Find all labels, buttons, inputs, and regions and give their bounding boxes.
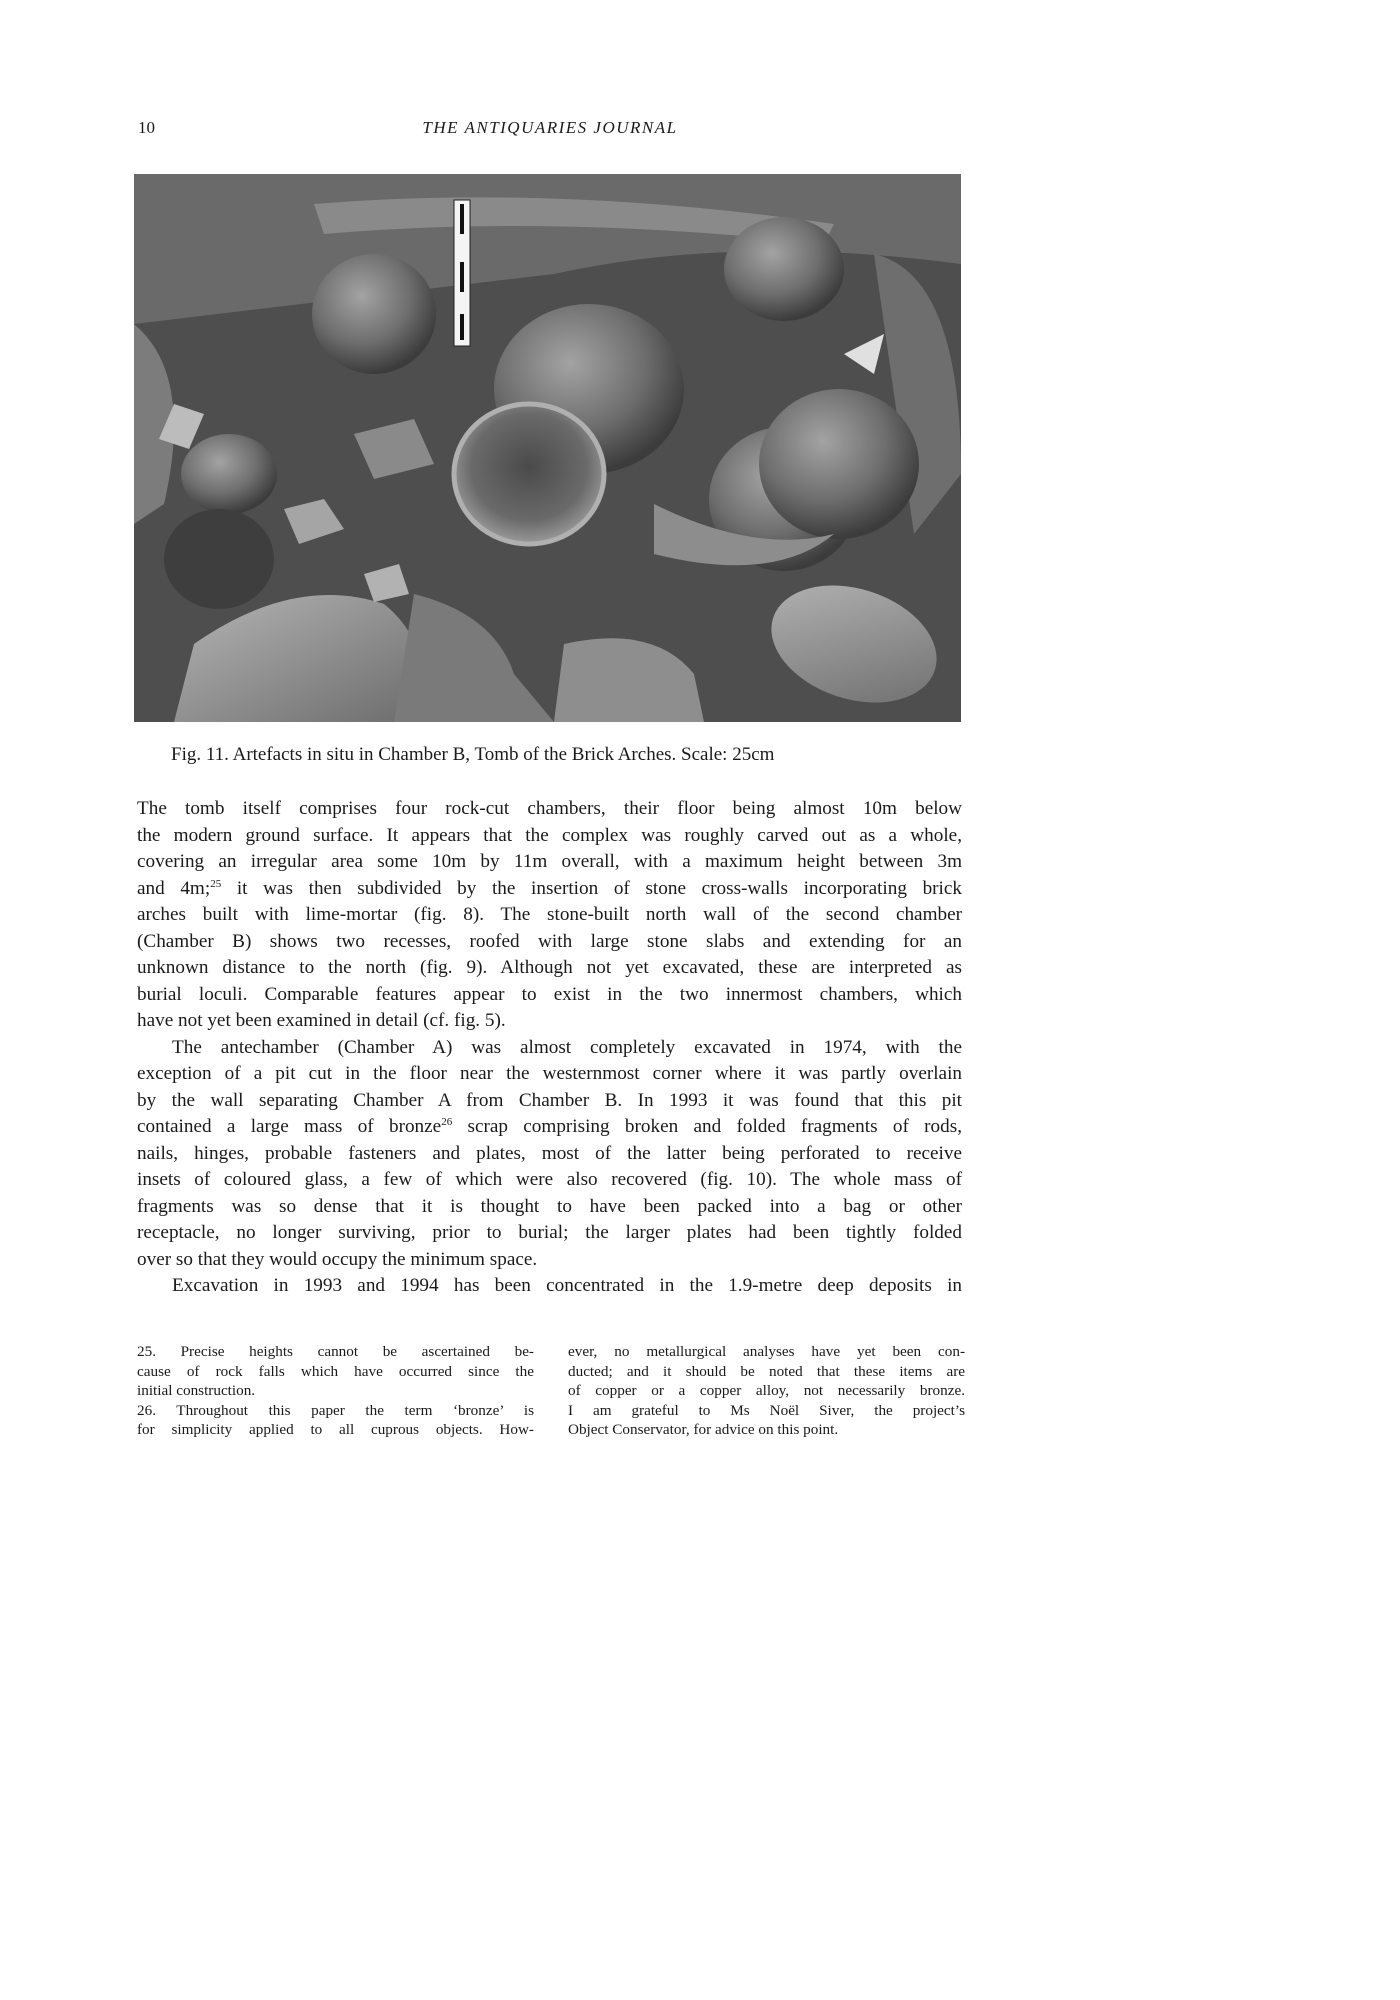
- body-line: by the wall separating Chamber A from Chamber B. In 1993 it was found that this pit: [137, 1089, 962, 1111]
- body-line: The antechamber (Chamber A) was almost completely excavated in 1974, with the: [172, 1036, 962, 1058]
- body-line: nails, hinges, probable fasteners and plates, most of the latter being perforated to receive: [137, 1142, 962, 1164]
- body-line-segment: it was then subdivided by the insertion of stone cross-walls incorporating brick: [236, 877, 962, 899]
- footnotes-left-column: [137, 1342, 534, 1440]
- body-line: burial loculi. Comparable features appear to exist in the two innermost chambers, which: [137, 983, 962, 1005]
- body-line-segment: and 4m;: [137, 877, 211, 899]
- body-line: over so that they would occupy the minimum space.: [137, 1248, 538, 1270]
- excavation-photograph: [134, 174, 961, 722]
- footnote-line: for simplicity applied to all cuprous objects. How-: [137, 1421, 534, 1438]
- body-line-segment: contained a large mass of bronze: [137, 1116, 442, 1137]
- footnote-line: initial construction.: [137, 1382, 256, 1399]
- note-reference: 25: [210, 877, 222, 890]
- running-head: [138, 118, 962, 146]
- body-text: [137, 796, 962, 1300]
- footnote-line: ducted; and it should be noted that these items are: [568, 1362, 965, 1380]
- body-line: arches built with lime-mortar (fig. 8). The stone-built north wall of the second chamber: [137, 904, 962, 925]
- body-line: fragments was so dense that it is thought to have been packed into a bag or other: [137, 1195, 962, 1217]
- body-line: have not yet been examined in detail (cf. fig. 5).: [137, 1010, 506, 1031]
- page-number: 10: [138, 118, 155, 137]
- footnote-line: I am grateful to Ms Noël Siver, the project’s: [568, 1401, 965, 1419]
- footnote-line: of copper or a copper alloy, not necessarily bronze.: [568, 1382, 965, 1399]
- body-line: (Chamber B) shows two recesses, roofed with large stone slabs and extending for an: [137, 930, 962, 952]
- body-line: [137, 1114, 962, 1141]
- body-line: receptacle, no longer surviving, prior to burial; the larger plates had been tightly folded: [137, 1222, 962, 1243]
- body-line: [137, 876, 962, 903]
- note-reference: 26: [441, 1116, 453, 1128]
- footnote-line: 26. Throughout this paper the term ‘bronze’ is: [137, 1401, 534, 1419]
- journal-title: THE ANTIQUARIES JOURNAL: [422, 118, 678, 137]
- footnote-line: Object Conservator, for advice on this point.: [568, 1421, 839, 1438]
- body-line: The tomb itself comprises four rock-cut chambers, their floor being almost 10m below: [137, 798, 962, 819]
- footnote-line: ever, no metallurgical analyses have yet been con-: [568, 1343, 965, 1360]
- body-line-segment: scrap comprising broken and folded fragments of rods,: [467, 1116, 962, 1137]
- body-line: exception of a pit cut in the floor near the westernmost corner where it was partly overlain: [137, 1063, 962, 1084]
- body-line: insets of coloured glass, a few of which were also recovered (fig. 10). The whole mass of: [137, 1169, 962, 1190]
- body-line: unknown distance to the north (fig. 9). Although not yet excavated, these are interpreted as: [137, 957, 962, 978]
- footnote-line: cause of rock falls which have occurred since the: [137, 1362, 534, 1380]
- body-line: Excavation in 1993 and 1994 has been concentrated in the 1.9-metre deep deposits in: [172, 1275, 962, 1296]
- footnotes-right-column: [568, 1342, 965, 1440]
- body-line: covering an irregular area some 10m by 11m overall, with a maximum height between 3m: [137, 851, 962, 872]
- footnote-line: 25. Precise heights cannot be ascertained be-: [137, 1343, 534, 1360]
- figure-caption: Fig. 11. Artefacts in situ in Chamber B, Tomb of the Brick Arches. Scale: 25cm: [171, 744, 775, 765]
- body-line: the modern ground surface. It appears that the complex was roughly carved out as a whole,: [137, 824, 962, 846]
